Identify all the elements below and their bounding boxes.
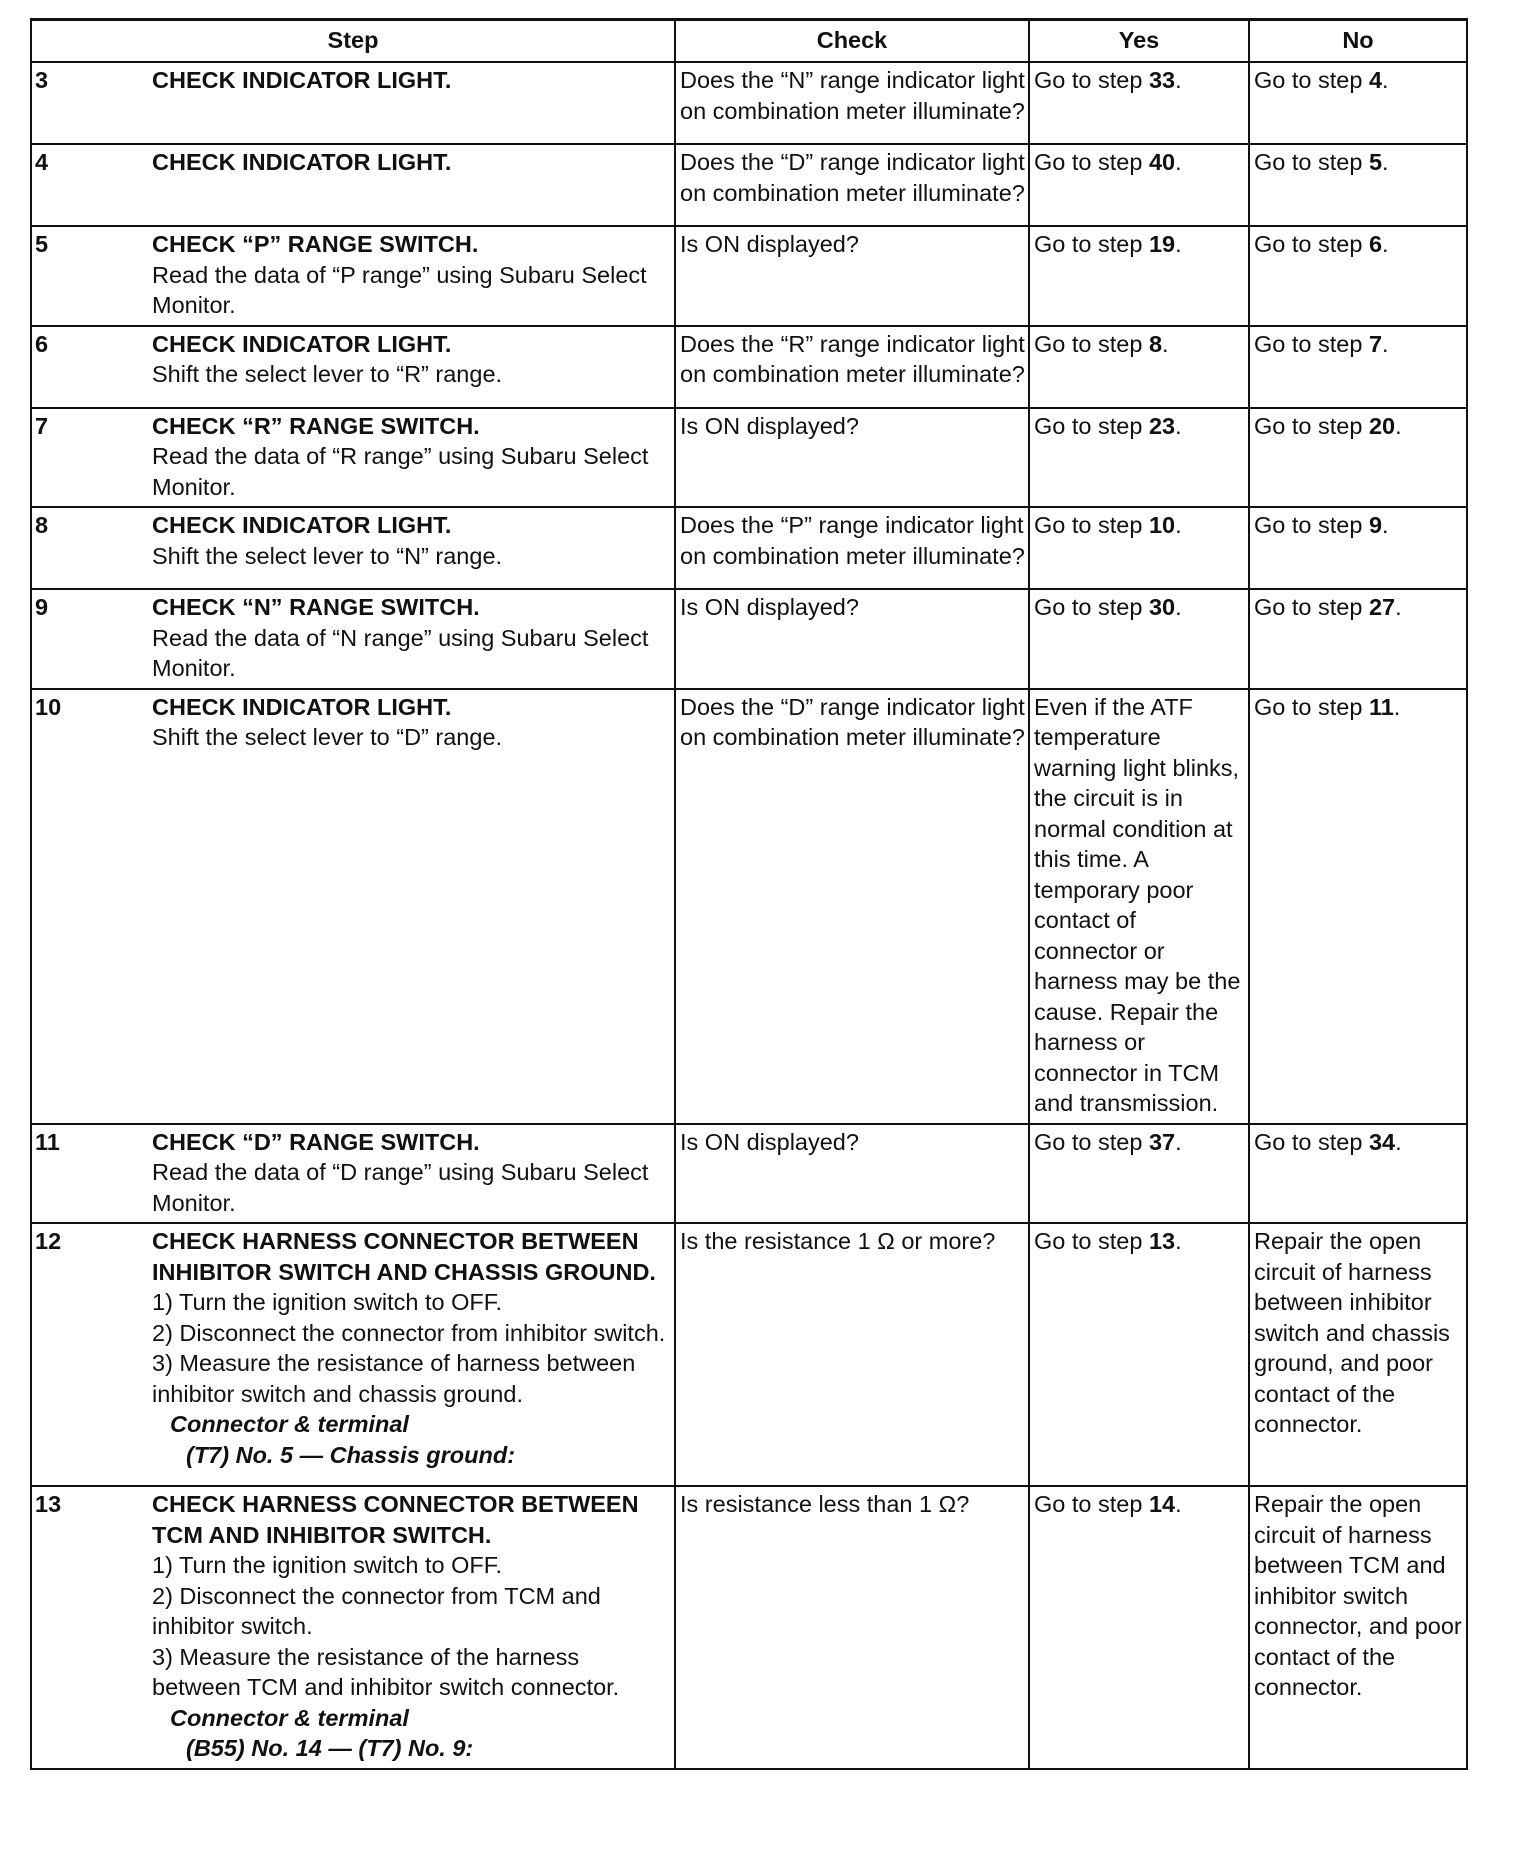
- step-number: 4: [31, 144, 152, 226]
- connector-terminal-value: (T7) No. 5 — Chassis ground:: [186, 1441, 516, 1468]
- no-text-suffix: .: [1382, 512, 1389, 538]
- yes-step-number: 30: [1148, 594, 1176, 620]
- no-step-number: 7: [1368, 330, 1383, 357]
- yes-text: Go to step: [1034, 594, 1149, 620]
- no-result: [1249, 507, 1467, 589]
- connector-terminal-label: Connector & terminal: [170, 1704, 409, 1731]
- yes-text: Go to step: [1034, 1491, 1149, 1517]
- no-text: Go to step: [1254, 594, 1369, 620]
- step-description: [152, 1124, 675, 1224]
- no-step-number: 5: [1368, 149, 1383, 175]
- check-question: Does the “N” range indicator light on combination meter illuminate?: [675, 62, 1029, 144]
- step-title: CHECK INDICATOR LIGHT.: [152, 67, 452, 93]
- no-text: Go to step: [1254, 512, 1369, 538]
- step-description: [152, 1486, 675, 1769]
- step-title: CHECK “N” RANGE SWITCH.: [152, 594, 480, 620]
- no-step-number: 27: [1368, 594, 1396, 620]
- no-step-number: 20: [1368, 412, 1396, 439]
- yes-result: [1029, 144, 1249, 226]
- step-instruction: 2) Disconnect the connector from TCM and inhibitor switch.: [152, 1582, 601, 1639]
- yes-text-suffix: .: [1175, 1491, 1182, 1517]
- yes-result: [1029, 408, 1249, 508]
- table-row: [31, 62, 1467, 144]
- step-number: 11: [31, 1124, 152, 1224]
- step-description: [152, 1223, 675, 1486]
- step-description: [152, 507, 675, 589]
- yes-result: [1029, 1124, 1249, 1224]
- yes-text: Go to step: [1034, 67, 1149, 93]
- step-title: CHECK HARNESS CONNECTOR BETWEEN INHIBITOR SWITCH AND CHASSIS GROUND.: [152, 1228, 656, 1285]
- connector-terminal-value: (B55) No. 14 — (T7) No. 9:: [186, 1735, 474, 1761]
- check-question: Is resistance less than 1 Ω?: [675, 1486, 1029, 1769]
- yes-result: [1029, 62, 1249, 144]
- no-result: [1249, 1223, 1467, 1486]
- check-question: Is ON displayed?: [675, 226, 1029, 326]
- no-step-number: 9: [1368, 512, 1383, 538]
- no-text: Go to step: [1254, 67, 1369, 93]
- yes-text-suffix: .: [1175, 67, 1182, 93]
- check-question: Does the “D” range indicator light on combination meter illuminate?: [675, 689, 1029, 1124]
- no-step-number: 34: [1368, 1128, 1396, 1155]
- no-result: [1249, 226, 1467, 326]
- step-description: [152, 689, 675, 1124]
- check-question: Is ON displayed?: [675, 589, 1029, 689]
- no-text: Go to step: [1254, 330, 1369, 357]
- no-text-suffix: .: [1382, 67, 1389, 93]
- step-title: CHECK “D” RANGE SWITCH.: [152, 1128, 480, 1155]
- yes-text-suffix: .: [1175, 1228, 1182, 1254]
- header-step: Step: [31, 20, 675, 63]
- yes-result: [1029, 507, 1249, 589]
- step-description: [152, 144, 675, 226]
- table-row: [31, 1486, 1467, 1769]
- step-number: 10: [31, 689, 152, 1124]
- table-row: [31, 226, 1467, 326]
- yes-text-suffix: .: [1162, 330, 1169, 357]
- connector-terminal-label: Connector & terminal: [170, 1411, 409, 1437]
- yes-result: [1029, 1486, 1249, 1769]
- no-text-suffix: .: [1395, 594, 1402, 620]
- diagnostic-table-container: [30, 18, 1466, 1770]
- yes-text-suffix: .: [1175, 149, 1182, 175]
- step-number: 3: [31, 62, 152, 144]
- no-text-suffix: .: [1393, 693, 1401, 720]
- no-text-suffix: .: [1395, 1128, 1402, 1155]
- yes-step-number: 10: [1148, 512, 1176, 538]
- no-step-number: 6: [1368, 231, 1383, 257]
- step-description: [152, 589, 675, 689]
- step-instruction: 2) Disconnect the connector from inhibitor switch.: [152, 1319, 666, 1346]
- yes-text: Go to step: [1034, 1228, 1149, 1254]
- step-title: CHECK INDICATOR LIGHT.: [152, 149, 452, 175]
- yes-result: [1029, 226, 1249, 326]
- yes-text: Go to step: [1034, 412, 1149, 439]
- no-result: [1249, 326, 1467, 408]
- header-no: No: [1249, 20, 1467, 63]
- check-question: Is ON displayed?: [675, 1124, 1029, 1224]
- yes-step-number: 23: [1148, 412, 1176, 439]
- step-instruction: Read the data of “D range” using Subaru Select Monitor.: [152, 1159, 649, 1216]
- no-text: Go to step: [1254, 412, 1369, 439]
- step-instruction: Read the data of “R range” using Subaru Select Monitor.: [152, 443, 649, 500]
- step-number: 5: [31, 226, 152, 326]
- step-instruction: 3) Measure the resistance of the harness between TCM and inhibitor switch connector.: [152, 1643, 620, 1700]
- yes-step-number: 8: [1148, 330, 1163, 357]
- no-text: Go to step: [1254, 1128, 1369, 1155]
- table-body: [31, 62, 1467, 1769]
- step-number: 13: [31, 1486, 152, 1769]
- check-question: Does the “R” range indicator light on combination meter illuminate?: [675, 326, 1029, 408]
- yes-text-suffix: .: [1175, 412, 1182, 439]
- step-instruction: Shift the select lever to “D” range.: [152, 724, 503, 750]
- header-check: Check: [675, 20, 1029, 63]
- yes-step-number: 19: [1148, 231, 1176, 257]
- step-instruction: 1) Turn the ignition switch to OFF.: [152, 1552, 503, 1578]
- yes-text: Go to step: [1034, 1128, 1149, 1155]
- step-title: CHECK “P” RANGE SWITCH.: [152, 231, 479, 257]
- no-result: [1249, 144, 1467, 226]
- yes-text-suffix: .: [1175, 512, 1182, 538]
- yes-text-suffix: .: [1175, 594, 1182, 620]
- no-text: Go to step: [1254, 231, 1369, 257]
- no-result: [1249, 589, 1467, 689]
- step-title: CHECK INDICATOR LIGHT.: [152, 693, 452, 720]
- check-question: Is the resistance 1 Ω or more?: [675, 1223, 1029, 1486]
- step-instruction: 1) Turn the ignition switch to OFF.: [152, 1289, 503, 1315]
- step-number: 7: [31, 408, 152, 508]
- no-result: [1249, 62, 1467, 144]
- no-result: [1249, 408, 1467, 508]
- step-description: [152, 226, 675, 326]
- check-question: Does the “D” range indicator light on combination meter illuminate?: [675, 144, 1029, 226]
- step-number: 6: [31, 326, 152, 408]
- step-title: CHECK HARNESS CONNECTOR BETWEEN TCM AND INHIBITOR SWITCH.: [152, 1491, 639, 1548]
- check-question: Does the “P” range indicator light on combination meter illuminate?: [675, 507, 1029, 589]
- step-number: 9: [31, 589, 152, 689]
- no-step-number: 4: [1368, 67, 1383, 93]
- no-text: Repair the open circuit of harness between TCM and inhibitor switch connector, and poor contact of the connector.: [1254, 1491, 1462, 1700]
- table-header-row: [31, 20, 1467, 63]
- step-description: [152, 408, 675, 508]
- yes-result: [1029, 689, 1249, 1124]
- yes-text: Even if the ATF temperature warning light blinks, the circuit is in normal condition at this time. A temporary poor contact of connector or harness may be the cause. Repair the harness or connector in TCM and transmission.: [1034, 693, 1241, 1116]
- yes-text-suffix: .: [1175, 231, 1182, 257]
- yes-text: Go to step: [1034, 512, 1149, 538]
- header-yes: Yes: [1029, 20, 1249, 63]
- table-row: [31, 326, 1467, 408]
- table-row: [31, 689, 1467, 1124]
- yes-text: Go to step: [1034, 231, 1149, 257]
- step-description: [152, 326, 675, 408]
- yes-result: [1029, 326, 1249, 408]
- step-title: CHECK “R” RANGE SWITCH.: [152, 412, 480, 439]
- no-text-suffix: .: [1382, 149, 1389, 175]
- check-question: Is ON displayed?: [675, 408, 1029, 508]
- step-instruction: Read the data of “P range” using Subaru Select Monitor.: [152, 261, 647, 318]
- yes-text-suffix: .: [1175, 1128, 1182, 1155]
- step-title: CHECK INDICATOR LIGHT.: [152, 330, 452, 357]
- no-text: Go to step: [1254, 149, 1369, 175]
- no-text: Go to step: [1254, 693, 1369, 720]
- step-number: 12: [31, 1223, 152, 1486]
- no-step-number: 11: [1368, 693, 1394, 720]
- step-instruction: Shift the select lever to “N” range.: [152, 542, 503, 569]
- table-row: [31, 1223, 1467, 1486]
- no-result: [1249, 1486, 1467, 1769]
- yes-result: [1029, 1223, 1249, 1486]
- yes-step-number: 14: [1148, 1491, 1176, 1517]
- diagnostic-procedure-table: [30, 18, 1468, 1770]
- step-number: 8: [31, 507, 152, 589]
- table-row: [31, 408, 1467, 508]
- no-text-suffix: .: [1395, 412, 1402, 439]
- table-row: [31, 144, 1467, 226]
- table-row: [31, 507, 1467, 589]
- yes-step-number: 40: [1148, 149, 1176, 175]
- table-row: [31, 1124, 1467, 1224]
- step-title: CHECK INDICATOR LIGHT.: [152, 512, 452, 538]
- no-text-suffix: .: [1382, 330, 1389, 357]
- step-instruction: Read the data of “N range” using Subaru Select Monitor.: [152, 624, 649, 681]
- yes-step-number: 33: [1148, 67, 1176, 93]
- yes-text: Go to step: [1034, 330, 1149, 357]
- step-description: [152, 62, 675, 144]
- step-instruction: 3) Measure the resistance of harness between inhibitor switch and chassis ground.: [152, 1350, 636, 1407]
- no-result: [1249, 1124, 1467, 1224]
- no-text-suffix: .: [1382, 231, 1389, 257]
- yes-text: Go to step: [1034, 149, 1149, 175]
- table-row: [31, 589, 1467, 689]
- yes-step-number: 37: [1148, 1128, 1176, 1155]
- yes-step-number: 13: [1148, 1228, 1176, 1254]
- no-result: [1249, 689, 1467, 1124]
- yes-result: [1029, 589, 1249, 689]
- step-instruction: Shift the select lever to “R” range.: [152, 361, 503, 387]
- no-text: Repair the open circuit of harness between inhibitor switch and chassis ground, and poor contact of the connector.: [1254, 1228, 1450, 1437]
